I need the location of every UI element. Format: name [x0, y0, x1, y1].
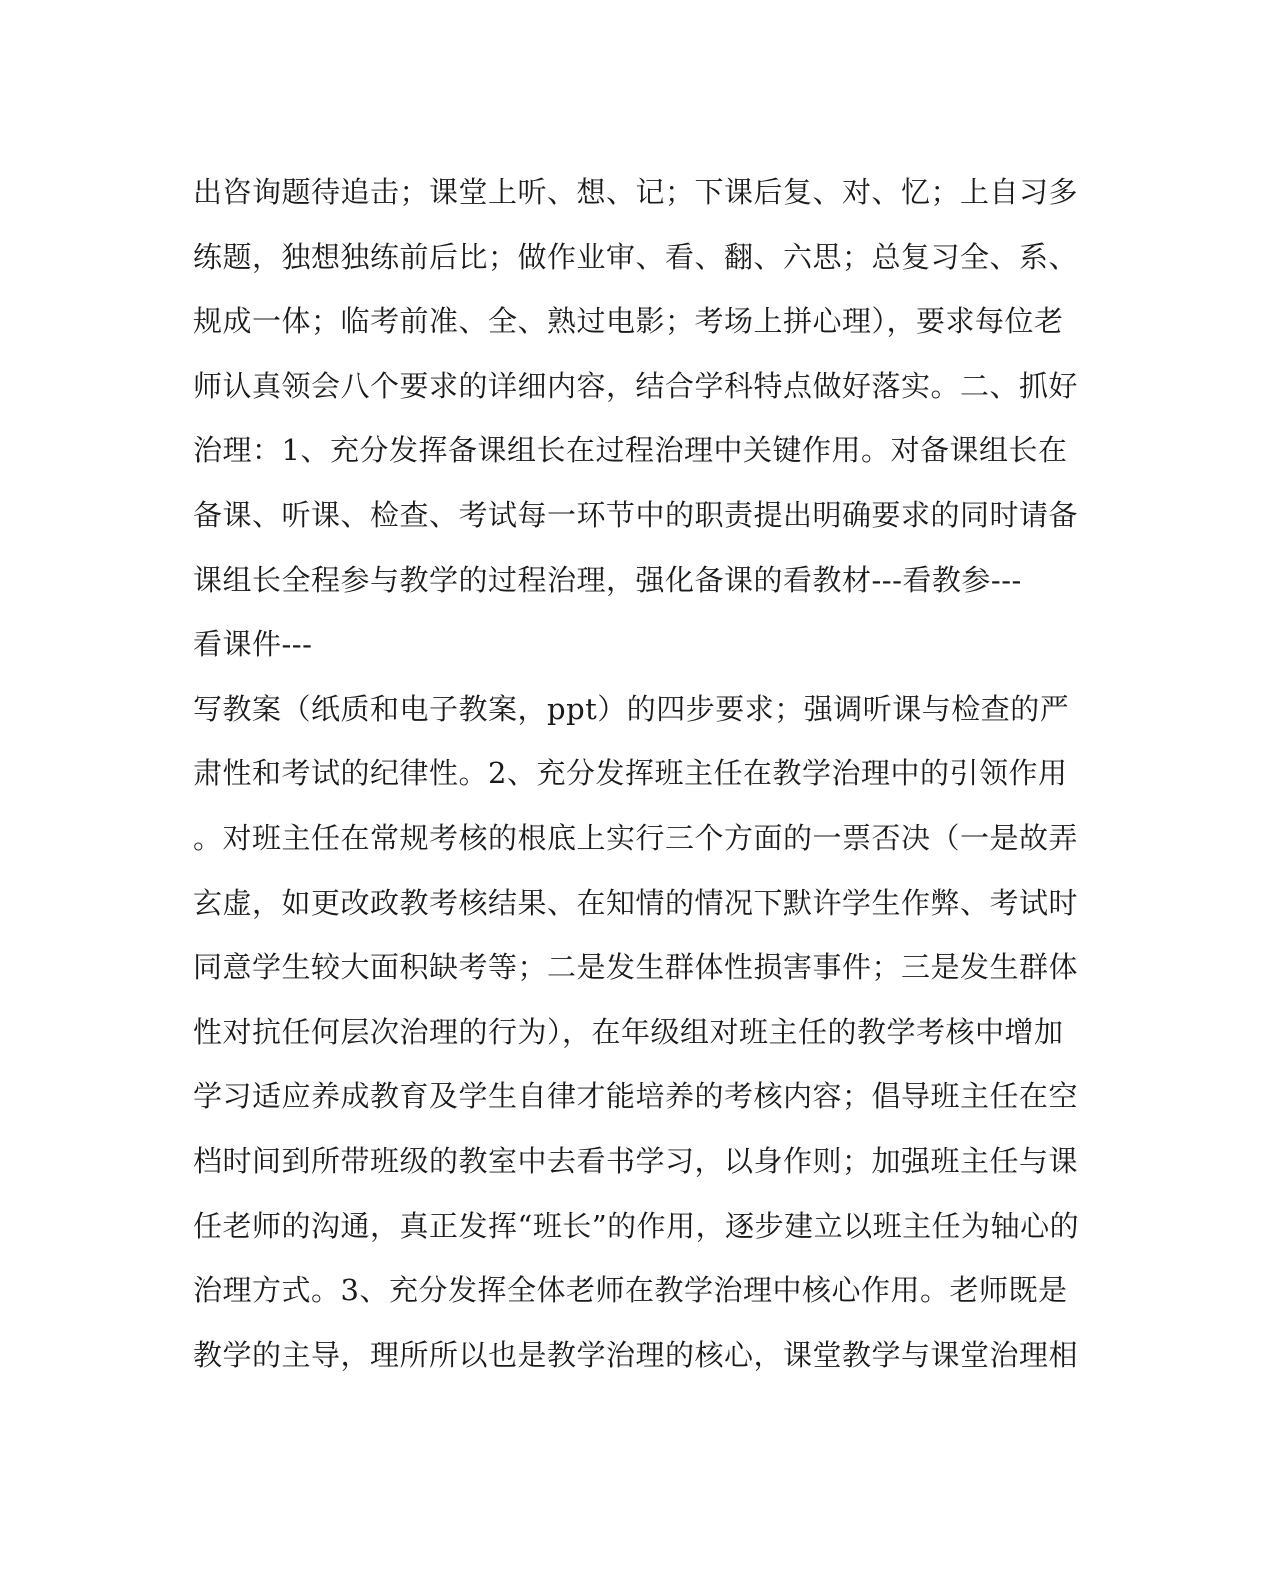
- text-line: 任老师的沟通，真正发挥“班长”的作用，逐步建立以班主任为轴心的: [193, 1208, 1080, 1243]
- text-line: 学习适应养成教育及学生自律才能培养的考核内容；倡导班主任在空: [193, 1079, 1079, 1114]
- text-line: 档时间到所带班级的教室中去看书学习，以身作则；加强班主任与课: [193, 1143, 1079, 1178]
- text-line: 练题，独想独练前后比；做作业审、看、翻、六思；总复习全、系、: [193, 239, 1079, 274]
- text-line: 。对班主任在常规考核的根底上实行三个方面的一票否决（一是故弄: [193, 820, 1079, 855]
- text-line: 备课、听课、检查、考试每一环节中的职责提出明确要求的同时请备: [193, 497, 1079, 532]
- text-line: 师认真领会八个要求的详细内容，结合学科特点做好落实。二、抓好: [193, 368, 1079, 403]
- text-line: 规成一体；临考前准、全、熟过电影；考场上拼心理），要求每位老: [193, 304, 1064, 339]
- body-text: [193, 160, 1080, 1387]
- text-line: 课组长全程参与教学的过程治理，强化备课的看教材---看教参---: [193, 562, 1022, 597]
- text-line: 教学的主导，理所所以也是教学治理的核心，课堂教学与课堂治理相: [193, 1337, 1079, 1372]
- text-line: 看课件---: [193, 627, 313, 662]
- text-line: 性对抗任何层次治理的行为），在年级组对班主任的教学考核中增加: [193, 1014, 1064, 1049]
- text-line: 治理：1、充分发挥备课组长在过程治理中关键作用。对备课组长在: [193, 433, 1068, 468]
- text-line: 同意学生较大面积缺考等；二是发生群体性损害事件；三是发生群体: [193, 950, 1079, 985]
- text-line: 出咨询题待追击；课堂上听、想、记；下课后复、对、忆；上自习多: [193, 175, 1079, 209]
- text-line: 肃性和考试的纪律性。2、充分发挥班主任在教学治理中的引领作用: [193, 756, 1068, 791]
- text-line: 玄虚，如更改政教考核结果、在知情的情况下默许学生作弊、考试时: [193, 885, 1079, 920]
- text-line: 治理方式。3、充分发挥全体老师在教学治理中核心作用。老师既是: [193, 1273, 1068, 1308]
- text-line: 写教案（纸质和电子教案，ppt）的四步要求；强调听课与检查的严: [193, 691, 1070, 726]
